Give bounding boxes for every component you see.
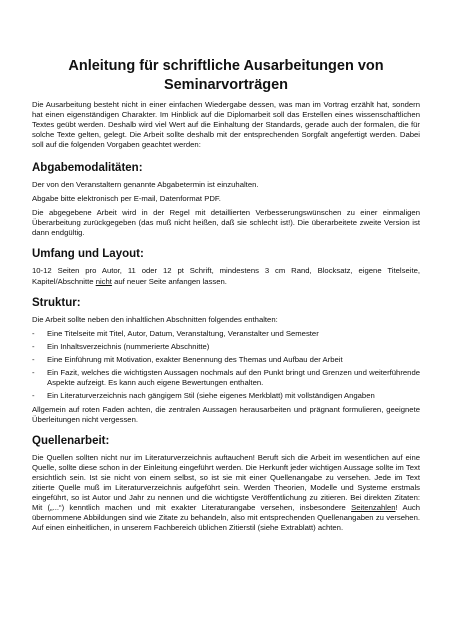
abgabe-paragraph-3: Die abgegebene Arbeit wird in der Regel mit detaillierten Verbesserungswünschen zu einer einmaligen Überarbeitung zurückgegeben (das muß nicht heißen, daß sie schlecht ist!). Die überarbeitete zweite Version ist dann endgültig.: [32, 208, 420, 238]
list-item-text: Ein Literaturverzeichnis nach gängigem Stil (siehe eigenes Merkblatt) mit vollständigen Angaben: [47, 390, 375, 400]
dash-marker: -: [32, 328, 35, 338]
list-item-text: Eine Einführung mit Motivation, exakter Benennung des Themas und Aufbau der Arbeit: [47, 354, 343, 364]
struktur-outro: Allgemein auf roten Faden achten, die zentralen Aussagen herausarbeiten und prägnant formulieren, geeignete Überleitungen nicht vergessen.: [32, 404, 420, 424]
list-item: [32, 329, 420, 339]
title-line-2: Seminarvorträgen: [163, 77, 289, 93]
heading-abgabe: Abgabemodalitäten:: [32, 162, 143, 175]
abgabe-paragraph-1: Der von den Veranstaltern genannte Abgabetermin ist einzuhalten.: [32, 180, 259, 190]
intro-paragraph: Die Ausarbeitung besteht nicht in einer einfachen Wiedergabe dessen, was man im Vortrag erzählt hat, sondern hat einen eigenständigen Charakter. Im Hinblick auf die Diplomarbeit soll das Erstellen eines wissenschaftlichen Textes geübt werden. Deshalb wird viel Wert auf die Einhaltung der Standards, gerade auch der formalen, die für solche Texte gelten, gelegt. Die Arbeit sollte deshalb mit der entsprechenden Sorgfalt angefertigt werden. Dabei soll auf die folgenden Vorgaben geachtet werden:: [32, 100, 420, 150]
abgabe-paragraph-2: Abgabe bitte elektronisch per E-mail, Datenformat PDF.: [32, 194, 221, 204]
list-item-text: Ein Inhaltsverzeichnis (nummerierte Abschnitte): [47, 341, 210, 351]
list-item: [32, 342, 420, 352]
list-item-text: Eine Titelseite mit Titel, Autor, Datum, Veranstaltung, Veranstalter und Semester: [47, 328, 319, 338]
list-item: [32, 368, 420, 388]
quellen-text-start: Die Quellen sollten nicht nur im Literaturverzeichnis auftauchen! Beruft sich die Arbeit im wesentlichen auf eine Quelle, sollte diese schon in der Einleitung eingeführt werden. Die Herkunft jeder wichtigen Aussage sollte im Text ersichtlich sein. Ist sie nicht von einem selbst, so ist sie mit einer Quellenangabe zu versehen. Jede im Text zitierte Quelle muß im Literaturverzeichnis aufgeführt sein. Werden Theorien, Modelle und Systeme erstmals eingeführt, so ist Autor und Jahr zu nennen und die wichtigste Veröffentlichung zu zitieren. Bei direkten Zitaten: Mit („...“) kenntlich machen und mit exakter Literaturangabe versehen, insbesondere: [32, 452, 420, 513]
title-line-1: Anleitung für schriftliche Ausarbeitungen von: [68, 58, 384, 74]
list-item: [32, 355, 420, 365]
list-item-text: Ein Fazit, welches die wichtigsten Aussagen nochmals auf den Punkt bringt und Grenzen und weiterführende Aspekte aufzeigt. Es kann auch eigene Bewertungen enthalten.: [47, 367, 420, 387]
struktur-list: [32, 329, 420, 401]
quellen-paragraph: [32, 453, 420, 533]
umfang-text-start: 10-12 Seiten pro Autor, 11 oder 12 pt Schrift, mindestens 3 cm Rand, Blocksatz, eigene Titelseite, Kapitel/Abschnitte: [32, 266, 420, 286]
dash-marker: -: [32, 390, 35, 400]
quellen-text-end: ! Auch übernommene Abbildungen sind wie Zitate zu behandeln, also mit entsprechenden Quellenangaben zu versehen. Auf einen einheitlichen, in unserem Fachbereich üblichen Zitierstil (siehe Extrablatt) achten.: [32, 503, 421, 533]
quellen-underlined-word: Seitenzahlen: [351, 503, 396, 513]
umfang-text-end: auf neuer Seite anfangen lassen.: [111, 276, 227, 286]
heading-umfang: Umfang und Layout:: [32, 248, 144, 261]
heading-quellen: Quellenarbeit:: [32, 434, 110, 447]
dash-marker: -: [32, 341, 35, 351]
heading-struktur: Struktur:: [32, 296, 81, 309]
umfang-paragraph: [32, 266, 420, 286]
list-item: [32, 391, 420, 401]
dash-marker: -: [32, 354, 35, 364]
dash-marker: -: [32, 367, 35, 377]
document-body: [32, 100, 420, 533]
umfang-underlined-word: nicht: [95, 276, 112, 286]
struktur-intro: Die Arbeit sollte neben den inhaltlichen Abschnitten folgendes enthalten:: [32, 314, 278, 324]
document-title: [40, 57, 412, 95]
